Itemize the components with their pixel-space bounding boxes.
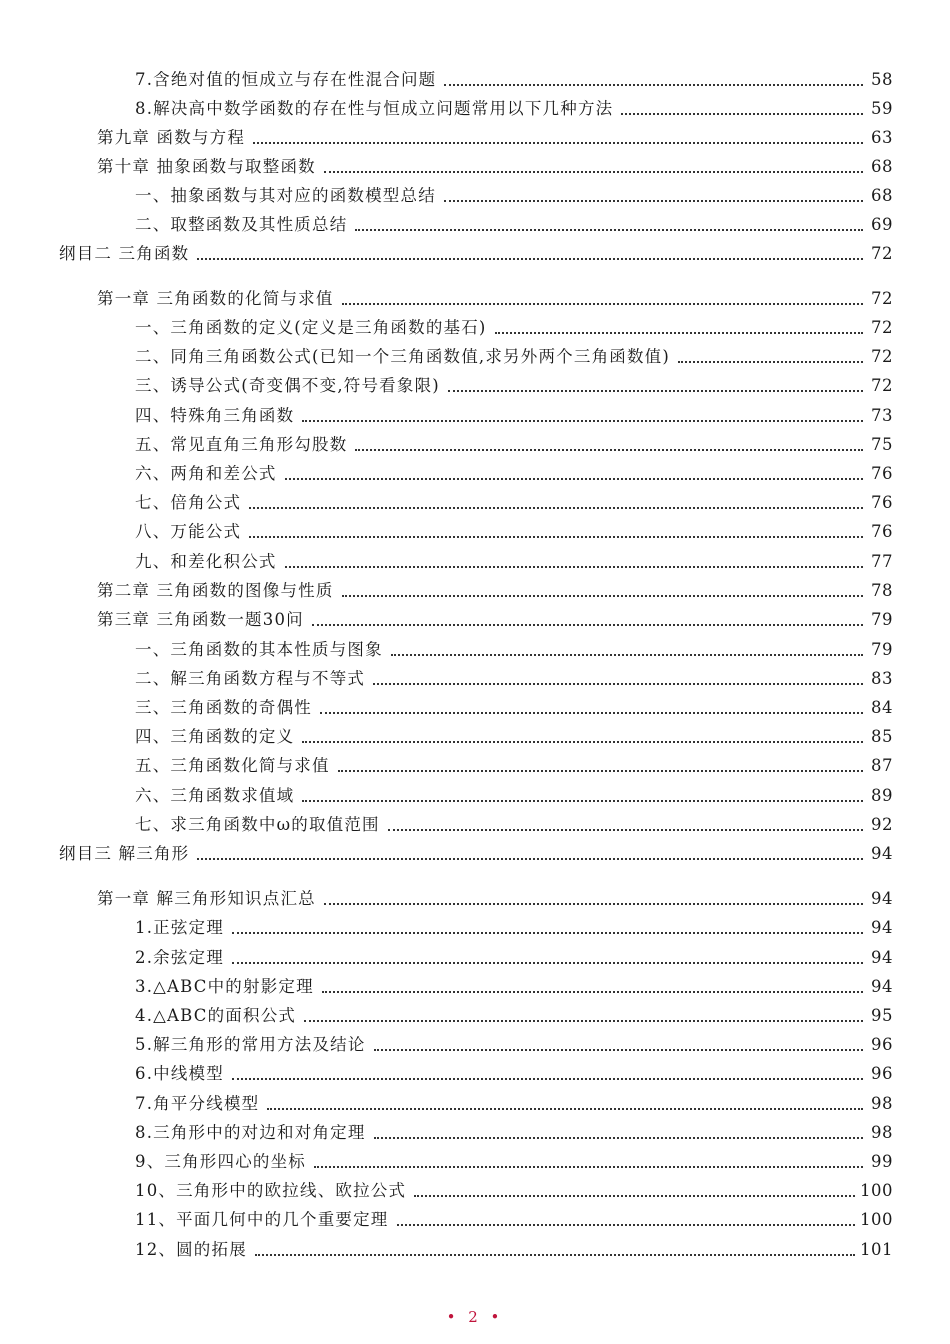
toc-entry-title: 一、三角函数的其本性质与图象: [135, 640, 383, 659]
toc-entry-page: 96: [871, 1064, 893, 1083]
toc-entry-page: 72: [871, 289, 893, 308]
leader-dots: [355, 449, 863, 451]
leader-dots: [414, 1195, 855, 1197]
toc-entry[interactable]: [0, 151, 950, 177]
toc-entry-page: 72: [871, 376, 893, 395]
toc-entry[interactable]: [0, 546, 950, 572]
toc-entry[interactable]: [0, 341, 950, 367]
leader-dots: [302, 420, 863, 422]
toc-entry-page: 99: [871, 1152, 893, 1171]
toc-entry-title: 5.解三角形的常用方法及结论: [135, 1035, 366, 1054]
toc-entry-page: 76: [871, 522, 893, 541]
toc-entry-title: 1.正弦定理: [135, 918, 224, 937]
leader-dots: [320, 712, 863, 714]
toc-entry-title: 三、诱导公式(奇变偶不变,符号看象限): [135, 376, 440, 395]
toc-entry[interactable]: [0, 663, 950, 689]
leader-dots: [324, 903, 863, 905]
toc-entry-title: 一、三角函数的定义(定义是三角函数的基石): [135, 318, 487, 337]
toc-entry-title: 第九章 函数与方程: [97, 128, 246, 147]
toc-entry[interactable]: [0, 1175, 950, 1201]
toc-entry[interactable]: [0, 122, 950, 148]
leader-dots: [267, 1108, 863, 1110]
leader-dots: [285, 566, 863, 568]
toc-entry-page: 96: [871, 1035, 893, 1054]
toc-entry[interactable]: [0, 458, 950, 484]
toc-entry-page: 63: [871, 128, 893, 147]
toc-entry-title: 九、和差化积公式: [135, 552, 277, 571]
toc-entry-title: 七、求三角函数中ω的取值范围: [135, 815, 380, 834]
toc-entry-page: 89: [871, 786, 893, 805]
toc-entry-page: 94: [871, 918, 893, 937]
leader-dots: [249, 536, 863, 538]
toc-entry-page: 72: [871, 347, 893, 366]
leader-dots: [302, 800, 863, 802]
toc-entry-page: 85: [871, 727, 893, 746]
toc-entry-page: 69: [871, 215, 893, 234]
leader-dots: [397, 1224, 856, 1226]
leader-dots: [338, 770, 863, 772]
toc-entry-title: 11、平面几何中的几个重要定理: [135, 1210, 389, 1229]
leader-dots: [448, 390, 863, 392]
leader-dots: [322, 991, 863, 993]
toc-entry-title: 8.三角形中的对边和对角定理: [135, 1123, 366, 1142]
toc-entry-title: 7.含绝对值的恒成立与存在性混合问题: [135, 70, 437, 89]
leader-dots: [232, 1078, 863, 1080]
toc-entry-title: 2.余弦定理: [135, 948, 224, 967]
toc-entry[interactable]: [0, 809, 950, 835]
toc-entry[interactable]: [0, 516, 950, 542]
leader-dots: [444, 84, 863, 86]
toc-entry-page: 76: [871, 464, 893, 483]
page-number: • 2 •: [446, 1308, 504, 1326]
toc-entry[interactable]: [0, 1117, 950, 1143]
toc-entry-title: 二、同角三角函数公式(已知一个三角函数值,求另外两个三角函数值): [135, 347, 671, 366]
toc-entry-page: 73: [871, 406, 893, 425]
toc-entry-title: 五、三角函数化简与求值: [135, 756, 330, 775]
toc-entry[interactable]: [0, 971, 950, 997]
toc-entry-title: 8.解决高中数学函数的存在性与恒成立问题常用以下几种方法: [135, 99, 614, 118]
toc-entry-page: 98: [871, 1123, 893, 1142]
toc-entry-page: 94: [871, 844, 893, 863]
toc-entry-title: 6.中线模型: [135, 1064, 224, 1083]
leader-dots: [197, 858, 863, 860]
toc-entry[interactable]: [0, 1146, 950, 1172]
leader-dots: [314, 1166, 863, 1168]
toc-entry-page: 83: [871, 669, 893, 688]
toc-entry-page: 100: [860, 1181, 893, 1200]
toc-entry[interactable]: [0, 209, 950, 235]
toc-entry-page: 79: [871, 640, 893, 659]
leader-dots: [388, 829, 863, 831]
toc-entry-title: 三、三角函数的奇偶性: [135, 698, 312, 717]
toc-entry-title: 7.角平分线模型: [135, 1094, 260, 1113]
toc-entry-page: 95: [871, 1006, 893, 1025]
toc-entry-title: 六、两角和差公式: [135, 464, 277, 483]
toc-entry-page: 100: [860, 1210, 893, 1229]
toc-entry-title: 纲目二 三角函数: [59, 244, 190, 263]
toc-entry-page: 72: [871, 244, 893, 263]
toc-entry-page: 58: [871, 70, 893, 89]
toc-entry-page: 72: [871, 318, 893, 337]
leader-dots: [197, 258, 863, 260]
toc-entry-title: 四、三角函数的定义: [135, 727, 295, 746]
toc-entry-title: 五、常见直角三角形勾股数: [135, 435, 348, 454]
toc-entry[interactable]: [0, 400, 950, 426]
toc-entry[interactable]: [0, 312, 950, 338]
toc-entry-title: 12、圆的拓展: [135, 1240, 247, 1259]
toc-entry[interactable]: [0, 721, 950, 747]
toc-entry-title: 二、取整函数及其性质总结: [135, 215, 348, 234]
leader-dots: [232, 932, 863, 934]
toc-entry[interactable]: [0, 1088, 950, 1114]
toc-entry[interactable]: [0, 634, 950, 660]
toc-entry[interactable]: [0, 370, 950, 396]
toc-entry-page: 94: [871, 977, 893, 996]
toc-entry-page: 59: [871, 99, 893, 118]
toc-entry-page: 79: [871, 610, 893, 629]
toc-entry[interactable]: [0, 1029, 950, 1055]
toc-entry-title: 八、万能公式: [135, 522, 242, 541]
toc-entry-page: 78: [871, 581, 893, 600]
toc-entry-page: 76: [871, 493, 893, 512]
leader-dots: [285, 478, 863, 480]
leader-dots: [232, 962, 863, 964]
toc-section-entry[interactable]: [0, 238, 950, 264]
toc-entry[interactable]: [0, 1058, 950, 1084]
toc-entry-title: 3.△ABC中的射影定理: [135, 977, 314, 996]
toc-entry-page: 68: [871, 186, 893, 205]
toc-entry[interactable]: [0, 429, 950, 455]
toc-entry[interactable]: [0, 1000, 950, 1026]
toc-entry[interactable]: [0, 750, 950, 776]
leader-dots: [444, 200, 863, 202]
toc-entry[interactable]: [0, 780, 950, 806]
toc-entry-page: 94: [871, 889, 893, 908]
toc-entry-title: 六、三角函数求值域: [135, 786, 295, 805]
toc-entry[interactable]: [0, 692, 950, 718]
leader-dots: [373, 683, 863, 685]
toc-entry[interactable]: [0, 64, 950, 90]
toc-entry-title: 9、三角形四心的坐标: [135, 1152, 306, 1171]
toc-entry[interactable]: [0, 1204, 950, 1230]
toc-entry-title: 七、倍角公式: [135, 493, 242, 512]
toc-entry-title: 第一章 解三角形知识点汇总: [97, 889, 316, 908]
leader-dots: [678, 361, 863, 363]
leader-dots: [304, 1020, 863, 1022]
toc-entry-page: 98: [871, 1094, 893, 1113]
leader-dots: [312, 624, 863, 626]
toc-entry[interactable]: [0, 604, 950, 630]
toc-entry-page: 68: [871, 157, 893, 176]
toc-entry[interactable]: [0, 912, 950, 938]
leader-dots: [495, 332, 863, 334]
toc-entry-page: 92: [871, 815, 893, 834]
toc-entry[interactable]: [0, 283, 950, 309]
toc-entry-title: 第十章 抽象函数与取整函数: [97, 157, 316, 176]
toc-entry-title: 一、抽象函数与其对应的函数模型总结: [135, 186, 436, 205]
leader-dots: [374, 1137, 863, 1139]
leader-dots: [391, 654, 863, 656]
toc-entry-page: 87: [871, 756, 893, 775]
toc-entry[interactable]: [0, 883, 950, 909]
toc-entry-title: 第二章 三角函数的图像与性质: [97, 581, 334, 600]
toc-entry[interactable]: [0, 180, 950, 206]
toc-entry-page: 77: [871, 552, 893, 571]
toc-entry-title: 纲目三 解三角形: [59, 844, 190, 863]
toc-entry-title: 第三章 三角函数一题30问: [97, 610, 304, 629]
toc-entry-page: 75: [871, 435, 893, 454]
leader-dots: [342, 303, 863, 305]
leader-dots: [355, 229, 863, 231]
toc-entry[interactable]: [0, 1234, 950, 1260]
toc-section-entry[interactable]: [0, 838, 950, 864]
leader-dots: [302, 741, 863, 743]
leader-dots: [324, 171, 863, 173]
toc-entry-title: 二、解三角函数方程与不等式: [135, 669, 366, 688]
leader-dots: [374, 1049, 863, 1051]
leader-dots: [249, 507, 863, 509]
toc-entry[interactable]: [0, 93, 950, 119]
leader-dots: [342, 595, 863, 597]
leader-dots: [253, 142, 863, 144]
toc-entry-title: 四、特殊角三角函数: [135, 406, 295, 425]
toc-entry-page: 101: [860, 1240, 893, 1259]
toc-entry-title: 第一章 三角函数的化简与求值: [97, 289, 334, 308]
toc-entry[interactable]: [0, 575, 950, 601]
toc-entry-title: 10、三角形中的欧拉线、欧拉公式: [135, 1181, 407, 1200]
toc-entry[interactable]: [0, 942, 950, 968]
leader-dots: [255, 1254, 855, 1256]
toc-entry[interactable]: [0, 487, 950, 513]
toc-entry-page: 84: [871, 698, 893, 717]
toc-entry-title: 4.△ABC的面积公式: [135, 1006, 297, 1025]
leader-dots: [621, 113, 863, 115]
toc-entry-page: 94: [871, 948, 893, 967]
